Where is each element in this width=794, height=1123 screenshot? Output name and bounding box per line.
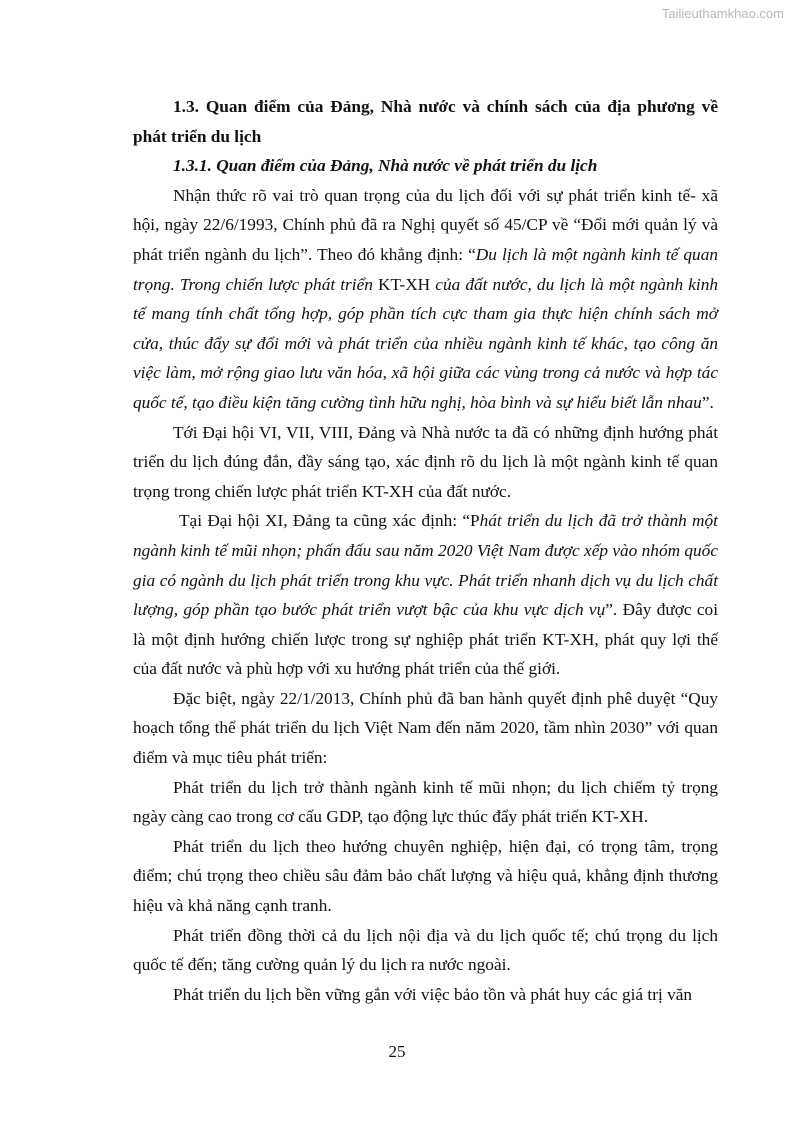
text-span: ”. bbox=[701, 392, 714, 412]
paragraph-2: Tới Đại hội VI, VII, VIII, Đảng và Nhà nước ta đã có những định hướng phát triển du lịch đúng đắn, đầy sáng tạo, xác định rõ du lịch là một ngành kinh tế quan trọng trong chiến lược phát triển KT-XH của đất nước. bbox=[133, 422, 718, 501]
section-heading: 1.3. Quan điểm của Đảng, Nhà nước và chính sách của địa phương về phát triển du lịch bbox=[133, 97, 718, 146]
paragraph-7: Phát triển đồng thời cả du lịch nội địa và du lịch quốc tế; chú trọng du lịch quốc tế đến; tăng cường quản lý du lịch ra nước ngoài. bbox=[133, 925, 718, 975]
paragraph-4: Đặc biệt, ngày 22/1/2013, Chính phủ đã ban hành quyết định phê duyệt “Quy hoạch tổng thể phát triển du lịch Việt Nam đến năm 2020, tầm nhìn 2030” với quan điểm và mục tiêu phát triển: bbox=[133, 688, 718, 768]
text-span: KT-XH bbox=[378, 274, 431, 294]
text-span: Nhận thức rõ vai trò quan trọng của du lịch đối với sự phát triển kinh tế- xã hội, ngày 22/6/1993, Chính phủ đã ra Nghị quyết số 45/CP về “Đổi mới quản lý và phát triển ngành du lịch”. Theo đó khẳng định: “ bbox=[133, 185, 718, 264]
text-span: ”. Đây được coi là một định hướng chiến lược trong sự nghiệp phát triển KT-XH, phát quy lợi thế của đất nước và phù hợp với xu hướng phát triển của thế giới. bbox=[133, 600, 718, 679]
page-number: 25 bbox=[388, 1042, 406, 1061]
text-span: Tại Đại hội XI, Đảng ta cũng xác định: “P bbox=[179, 511, 480, 531]
watermark: Tailieuthamkhao.com bbox=[661, 6, 784, 21]
paragraph-8: Phát triển du lịch bền vững gắn với việc bảo tồn và phát huy các giá trị văn bbox=[173, 984, 693, 1004]
subsection-heading: 1.3.1. Quan điểm của Đảng, Nhà nước về phát triển du lịch bbox=[173, 156, 598, 176]
paragraph-5: Phát triển du lịch trở thành ngành kinh tế mũi nhọn; du lịch chiếm tỷ trọng ngày càng cao trong cơ cấu GDP, tạo động lực thúc đẩy phát triển KT-XH. bbox=[133, 777, 718, 827]
paragraph-1 bbox=[133, 181, 718, 418]
document-body bbox=[133, 92, 718, 1009]
italic-quote: hát triển du lịch đã trở thành một ngành kinh tế mũi nhọn; phấn đấu sau năm 2020 Việt Nam được xếp vào nhóm quốc gia có ngành du lịch phát triển trong khu vực. Phát triển nhanh dịch vụ du lịch chất lượng, góp phần tạo bước phát triển vượt bậc của khu vực dịch vụ bbox=[133, 511, 718, 620]
paragraph-6: Phát triển du lịch theo hướng chuyên nghiệp, hiện đại, có trọng tâm, trọng điểm; chú trọng theo chiều sâu đảm bảo chất lượng và hiệu quả, khẳng định thương hiệu và khả năng cạnh tranh. bbox=[133, 836, 718, 916]
italic-quote: Du lịch là một ngành kinh tế quan trọng. Trong chiến lược phát triển bbox=[133, 244, 718, 294]
paragraph-3 bbox=[133, 506, 718, 684]
italic-quote: của đất nước, du lịch là một ngành kinh tế mang tính chất tổng hợp, góp phần tích cực tham gia thực hiện chính sách mở cửa, thúc đẩy sự đổi mới và phát triển của nhiều ngành kinh tế khác, tạo công ăn việc làm, mở rộng giao lưu văn hóa, xã hội giữa các vùng trong cả nước và hợp tác quốc tế, tạo điều kiện tăng cường tình hữu nghị, hòa bình và sự hiểu biết lẫn nhau bbox=[133, 274, 718, 412]
